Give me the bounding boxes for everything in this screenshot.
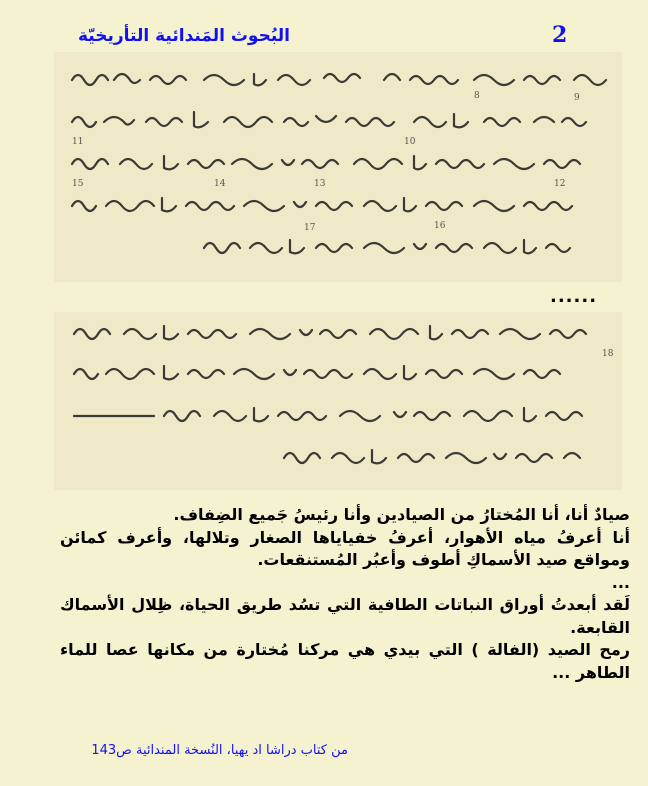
translation-ellipsis: ...: [611, 572, 630, 592]
manuscript-script-top: [54, 52, 622, 282]
translation-paragraph-1: صيادٌ أنا، أنا المُختارُ من الصيادين وأنا رئيسُ جَميع الضِفاف.: [173, 505, 630, 524]
svg-text:13: 13: [314, 179, 326, 189]
svg-text:11: 11: [72, 137, 84, 147]
svg-text:16: 16: [434, 221, 446, 231]
svg-text:10: 10: [404, 137, 416, 147]
svg-text:9: 9: [574, 93, 580, 103]
svg-text:14: 14: [214, 179, 226, 189]
translation-paragraph-4: رمح الصيد (الفالة ) التي بيدي هي مركنا مُختارة من مكانها عصا للماء الطاهر ...: [60, 640, 630, 682]
svg-text:17: 17: [304, 223, 316, 233]
svg-text:15: 15: [72, 179, 84, 189]
svg-text:8: 8: [474, 91, 480, 101]
svg-text:12: 12: [554, 179, 566, 189]
manuscript-image-top: [54, 52, 622, 282]
manuscript-script-bottom: [54, 312, 622, 490]
svg-text:18: 18: [602, 349, 614, 359]
manuscript-image-bottom: [54, 312, 622, 490]
arabic-translation: [60, 504, 630, 684]
omission-ellipsis: ......: [550, 286, 598, 307]
translation-paragraph-2: أنا أعرفُ مياه الأهوار، أعرفُ خفياياها الصغار وتلالها، وأعرف كمائن ومواقع صيد الأسماكِ أطوف وأعبُر المُستنقعات.: [60, 527, 630, 569]
translation-paragraph-3: لَقد أبعدتُ أوراق النباتات الطافية التي تسُد طريق الحياة، ظِلال الأسماك القابعة.: [60, 595, 630, 637]
source-citation: من كتاب دراشا اد يهيا، النُسخة المندائية ص143: [91, 743, 348, 758]
page-title: البُحوث المَندائية التأريخيّة: [77, 26, 290, 46]
page-number: 2: [552, 22, 568, 48]
